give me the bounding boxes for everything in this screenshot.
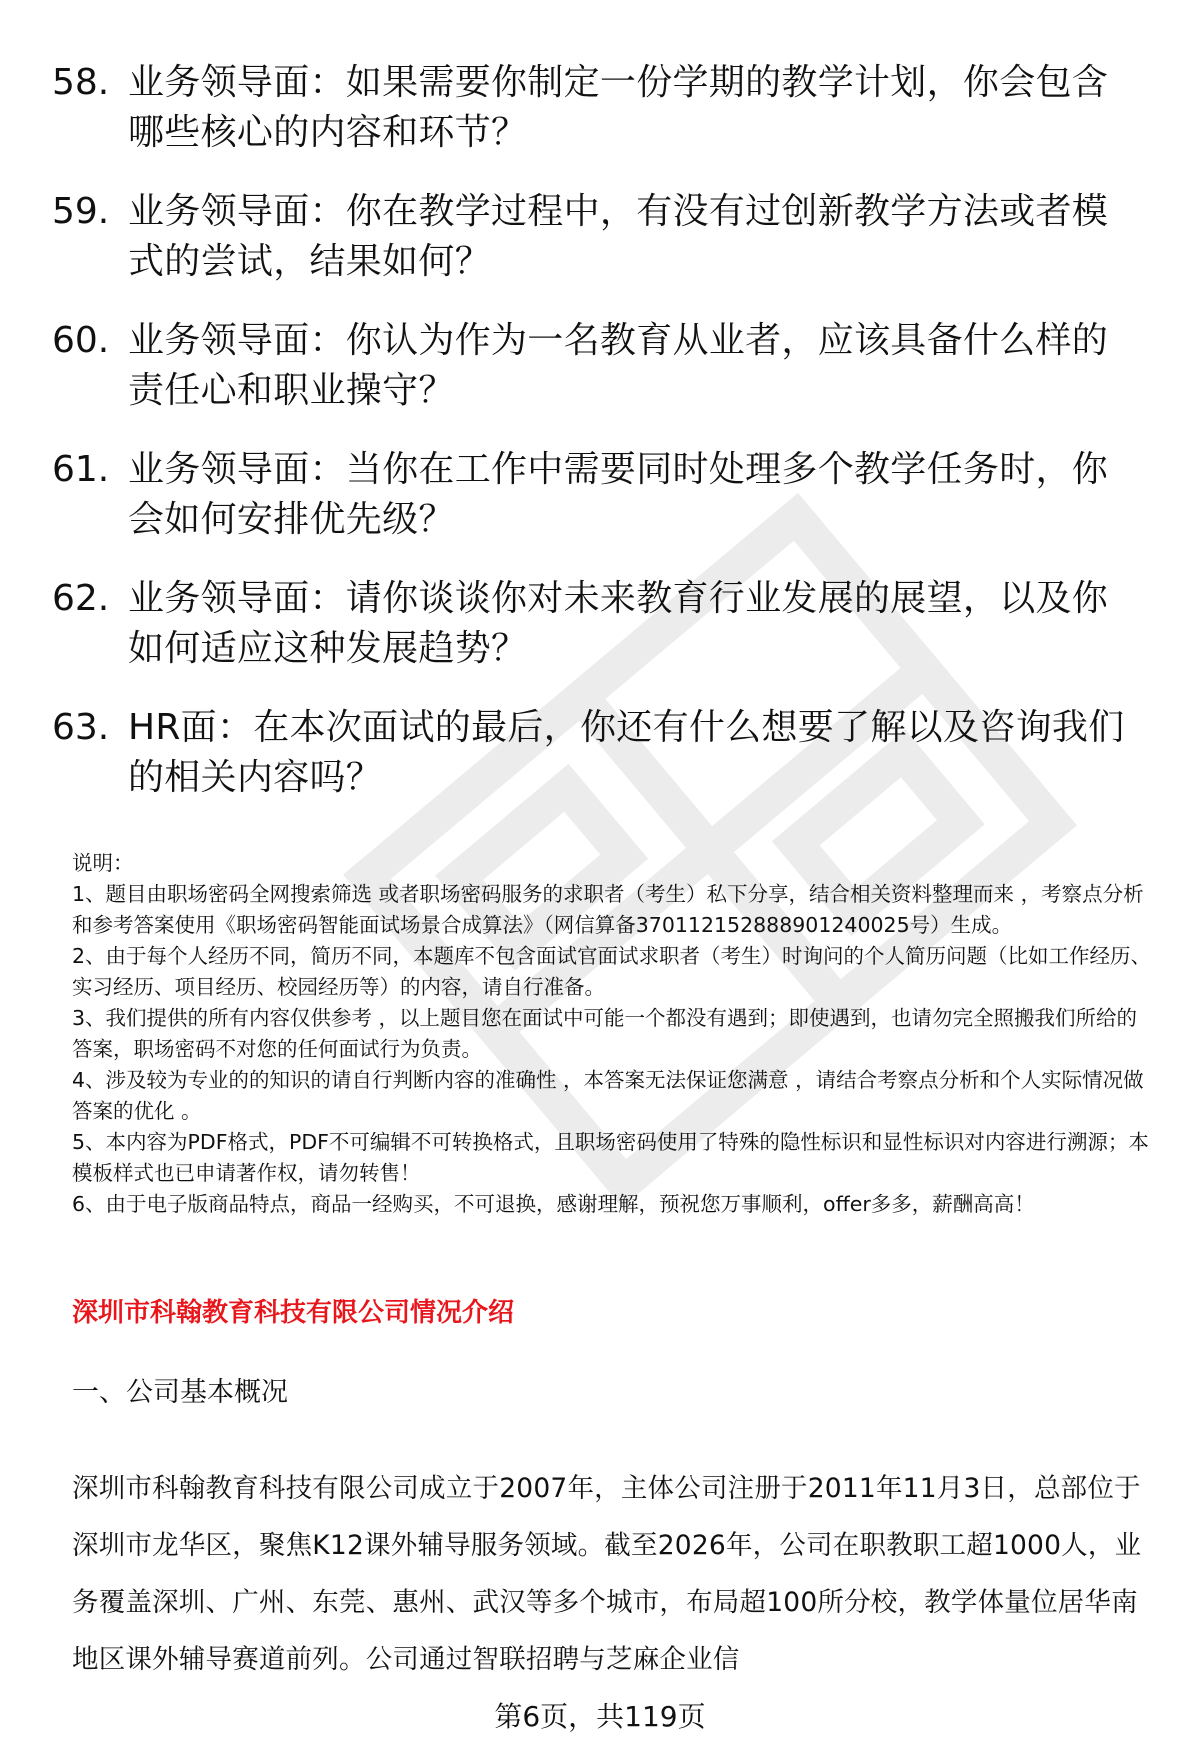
question-text: HR面：在本次面试的最后，你还有什么想要了解以及咨询我们的相关内容吗？ — [128, 707, 1125, 798]
question-list — [52, 58, 1142, 832]
question-text: 业务领导面：如果需要你制定一份学期的教学计划，你会包含哪些核心的内容和环节？ — [128, 62, 1109, 153]
note-item: 3、我们提供的所有内容仅供参考 ，以上题目您在面试中可能一个都没有遇到；即使遇到，也请勿完全照搬我们所给的答案，职场密码不对您的任何面试行为负责。 — [72, 1006, 1138, 1061]
question-number: 58. — [52, 62, 110, 103]
question-number: 60. — [52, 320, 110, 361]
question-text: 业务领导面：你认为作为一名教育从业者，应该具备什么样的责任心和职业操守？ — [128, 320, 1109, 411]
note-item: 2、由于每个人经历不同，简历不同，本题库不包含面试官面试求职者（考生）时询问的个人简历问题（比如工作经历、实习经历、项目经历、校园经历等）的内容，请自行准备。 — [72, 944, 1152, 999]
question-item — [52, 58, 1142, 158]
note-item: 1、题目由职场密码全网搜索筛选 或者职场密码服务的求职者（考生）私下分享，结合相关资料整理而来 ，考察点分析和参考答案使用《职场密码智能面试场景合成算法》（网信算备370112152888901240025号）生成。 — [72, 882, 1144, 937]
question-number: 63. — [52, 707, 110, 748]
page-number: 第6页，共119页 — [494, 1700, 706, 1733]
question-number: 59. — [52, 191, 110, 232]
question-text: 业务领导面：当你在工作中需要同时处理多个教学任务时，你会如何安排优先级？ — [128, 449, 1109, 540]
question-item — [52, 187, 1142, 287]
question-text: 业务领导面：请你谈谈你对未来教育行业发展的展望，以及你如何适应这种发展趋势？ — [128, 578, 1109, 669]
question-text: 业务领导面：你在教学过程中，有没有过创新教学方法或者模式的尝试，结果如何？ — [128, 191, 1109, 282]
question-item — [52, 574, 1142, 674]
note-item: 4、涉及较为专业的的知识的请自行判断内容的准确性 ，本答案无法保证您满意 ，请结合考察点分析和个人实际情况做答案的优化 。 — [72, 1068, 1144, 1123]
question-item — [52, 445, 1142, 545]
company-intro — [72, 1460, 1152, 1688]
question-item — [52, 703, 1142, 803]
note-item: 5、本内容为PDF格式，PDF不可编辑不可转换格式，且职场密码使用了特殊的隐性标识和显性标识对内容进行溯源；本模板样式也已申请著作权，请勿转售！ — [72, 1130, 1149, 1185]
notes-heading: 说明： — [72, 851, 134, 875]
company-intro-text: 深圳市科翰教育科技有限公司成立于2007年，主体公司注册于2011年11月3日，总部位于深圳市龙华区，聚焦K12课外辅导服务领域。截至2026年，公司在职教职工超1000人，业务覆盖深圳、广州、东莞、惠州、武汉等多个城市，布局超100所分校，教学体量位居华南地区课外辅导赛道前列。公司通过智联招聘与芝麻企业信 — [72, 1473, 1142, 1675]
company-title: 深圳市科翰教育科技有限公司情况介绍 — [72, 1298, 515, 1328]
question-number: 62. — [52, 578, 110, 619]
notes-section — [72, 848, 1152, 1220]
question-number: 61. — [52, 449, 110, 490]
question-item — [52, 316, 1142, 416]
note-item: 6、由于电子版商品特点，商品一经购买，不可退换，感谢理解，预祝您万事顺利，offer多多，薪酬高高！ — [72, 1192, 1035, 1216]
section-heading: 一、公司基本概况 — [72, 1377, 288, 1408]
